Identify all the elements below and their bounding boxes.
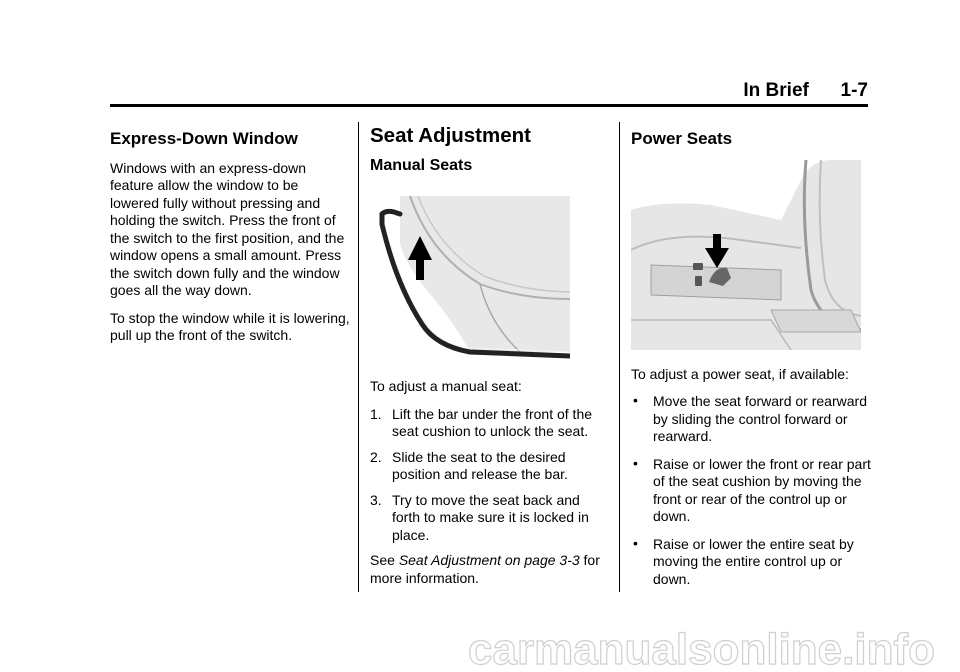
power-seat-intro: To adjust a power seat, if available: bbox=[631, 365, 849, 382]
see-prefix: See bbox=[370, 552, 395, 568]
power-seat-bullets bbox=[631, 393, 871, 588]
manual-seat-intro: To adjust a manual seat: bbox=[370, 378, 522, 394]
see-reference bbox=[370, 552, 610, 587]
express-down-heading: Express-Down Window bbox=[110, 129, 298, 148]
column-divider-2 bbox=[619, 122, 620, 592]
see-suffix: for more information. bbox=[370, 552, 600, 586]
power-seat-illustration bbox=[631, 160, 861, 350]
seat-adjustment-heading: Seat Adjustment bbox=[370, 124, 531, 147]
power-seats-heading: Power Seats bbox=[631, 129, 733, 148]
step-text: Slide the seat to the desired position and release the bar. bbox=[392, 448, 568, 482]
express-down-para-2: To stop the window while it is lowering, pull up the front of the switch. bbox=[110, 309, 350, 343]
manual-seat-step-2 bbox=[370, 449, 610, 484]
express-down-para-1: Windows with an express-down feature allow the window to be lowered fully without pressing and holding the switch. Press the front of the switch to the first position, and the window opens a small amount. Press the switch down fully and the window goes all the way down. bbox=[110, 159, 345, 298]
bullet-text: Raise or lower the front or rear part of the seat cushion by moving the front or rear of the control up or down. bbox=[653, 455, 871, 524]
bullet-icon: • bbox=[633, 534, 638, 551]
column-express-down bbox=[110, 122, 350, 355]
manual-seat-step-1 bbox=[370, 406, 610, 441]
page-header bbox=[110, 76, 868, 107]
step-text: Try to move the seat back and forth to make sure it is locked in place. bbox=[392, 491, 589, 543]
column-divider-1 bbox=[358, 122, 359, 592]
cross-reference-link[interactable]: Seat Adjustment on page 3-3 bbox=[398, 552, 580, 568]
bullet-text: Move the seat forward or rearward by sliding the control forward or rearward. bbox=[653, 393, 867, 444]
header-section: In Brief bbox=[743, 80, 809, 101]
bullet-icon: • bbox=[633, 454, 638, 471]
column-seat-adjustment bbox=[370, 122, 610, 597]
step-text: Lift the bar under the front of the seat cushion to unlock the seat. bbox=[392, 405, 593, 439]
step-number: 1. bbox=[370, 405, 382, 422]
power-seat-bullet-2 bbox=[631, 456, 871, 526]
power-seat-bullet-3 bbox=[631, 536, 871, 589]
header-page-number: 1-7 bbox=[840, 80, 868, 101]
watermark-text: carmanualsonline.info bbox=[468, 625, 935, 672]
column-power-seats bbox=[631, 122, 871, 598]
manual-seat-illustration bbox=[370, 184, 570, 362]
bullet-text: Raise or lower the entire seat by moving the entire control up or down. bbox=[653, 535, 854, 587]
manual-seat-steps bbox=[370, 406, 610, 545]
step-number: 2. bbox=[370, 448, 382, 465]
manual-seat-step-3 bbox=[370, 492, 610, 545]
header-title bbox=[743, 80, 868, 102]
bullet-icon: • bbox=[633, 392, 638, 408]
manual-seats-heading: Manual Seats bbox=[370, 156, 473, 174]
step-number: 3. bbox=[370, 491, 382, 508]
power-seat-bullet-1 bbox=[631, 393, 871, 446]
